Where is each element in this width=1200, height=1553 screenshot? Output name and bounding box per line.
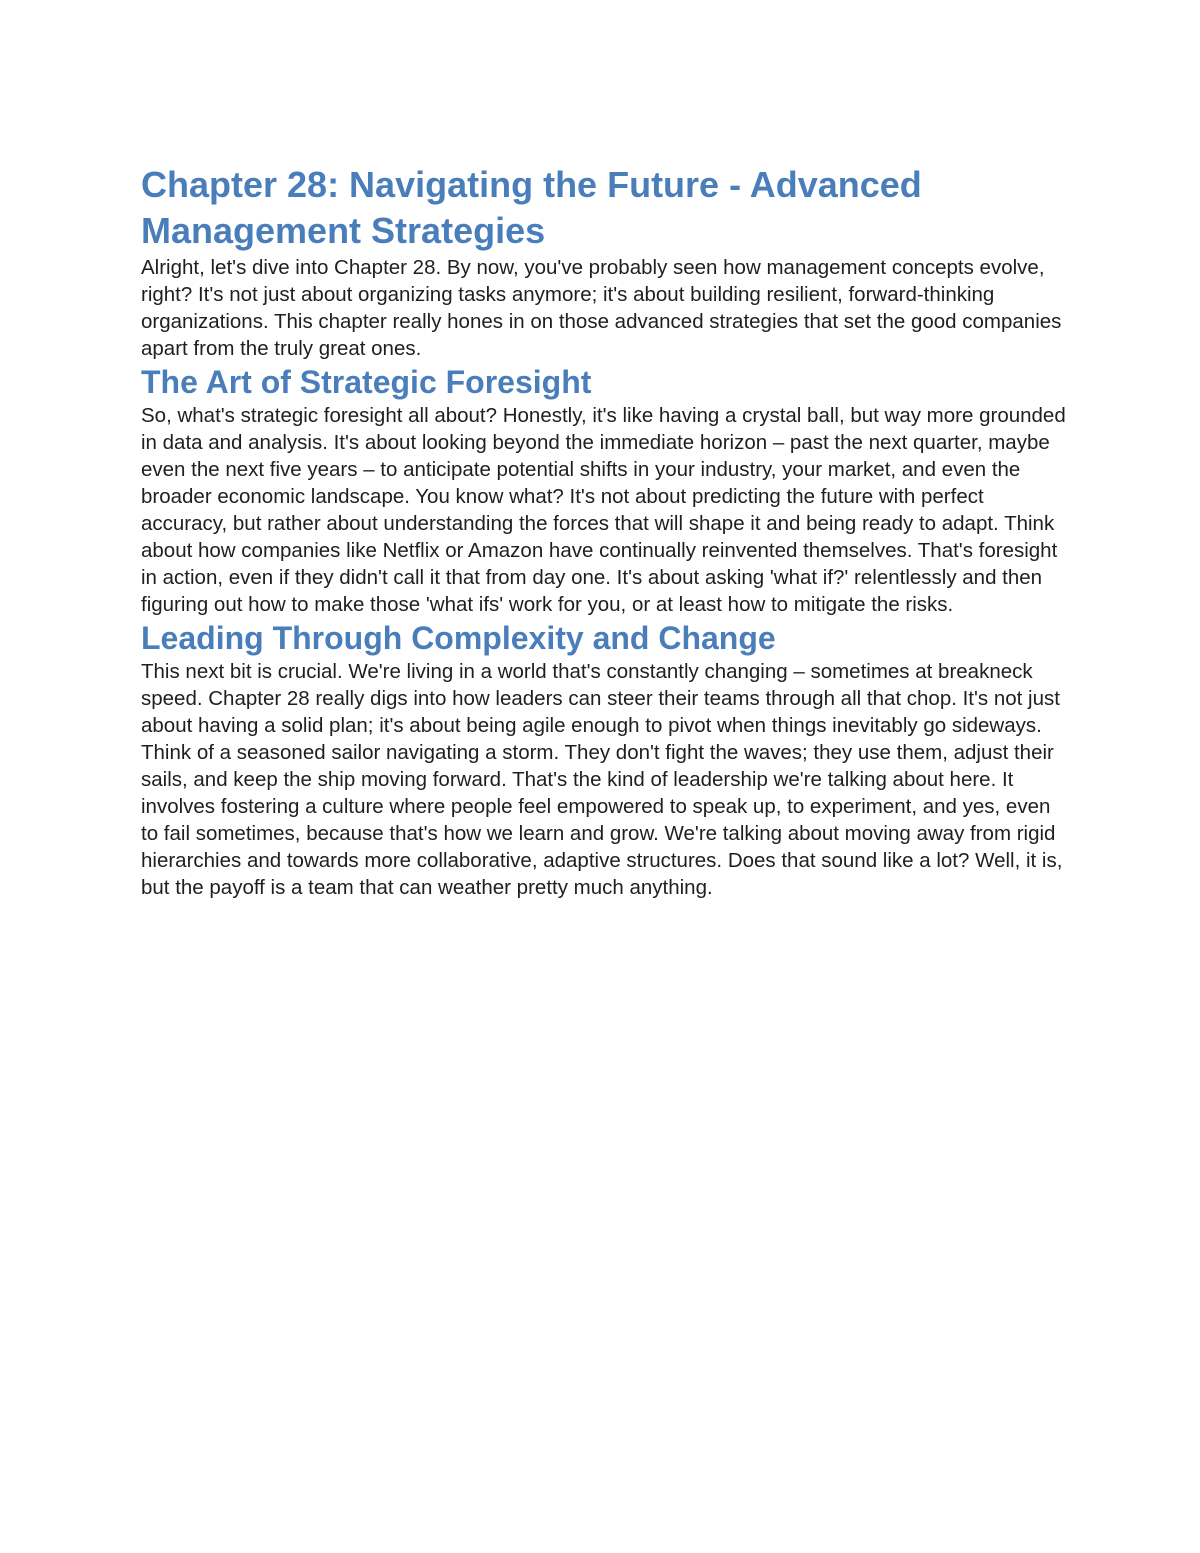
section-paragraph-strategic-foresight: So, what's strategic foresight all about? Honestly, it's like having a crystal ball, but way more grounded in data and analysis. It's about looking beyond the immediate horizon – past the next quarter, maybe even the next five years – to anticipate potential shifts in your industry, your market, and even the broader economic landscape. You know what? It's not about predicting the future with perfect accuracy, but rather about understanding the forces that will shape it and being ready to adapt. Think about how companies like Netflix or Amazon have continually reinvented themselves. That's foresight in action, even if they didn't call it that from day one. It's about asking 'what if?' relentlessly and then figuring out how to make those 'what ifs' work for you, or at least how to mitigate the risks. — [141, 404, 1066, 616]
document-content — [141, 162, 1071, 901]
intro-paragraph: Alright, let's dive into Chapter 28. By now, you've probably seen how management concepts evolve, right? It's not just about organizing tasks anymore; it's about building resilient, forward-thinking organizations. This chapter really hones in on those advanced strategies that set the good companies apart from the truly great ones. — [141, 256, 1062, 360]
section-paragraph-leading-through-complexity: This next bit is crucial. We're living in a world that's constantly changing – sometimes at breakneck speed. Chapter 28 really digs into how leaders can steer their teams through all that chop. It's not just about having a solid plan; it's about being agile enough to pivot when things inevitably go sideways. Think of a seasoned sailor navigating a storm. They don't fight the waves; they use them, adjust their sails, and keep the ship moving forward. That's the kind of leadership we're talking about here. It involves fostering a culture where people feel empowered to speak up, to experiment, and yes, even to fail sometimes, because that's how we learn and grow. We're talking about moving away from rigid hierarchies and towards more collaborative, adaptive structures. Does that sound like a lot? Well, it is, but the payoff is a team that can weather pretty much anything. — [141, 660, 1063, 899]
section-heading-strategic-foresight: The Art of Strategic Foresight — [141, 364, 592, 400]
chapter-title: Chapter 28: Navigating the Future - Advanced Management Strategies — [141, 164, 922, 251]
section-heading-leading-through-complexity: Leading Through Complexity and Change — [141, 620, 776, 656]
